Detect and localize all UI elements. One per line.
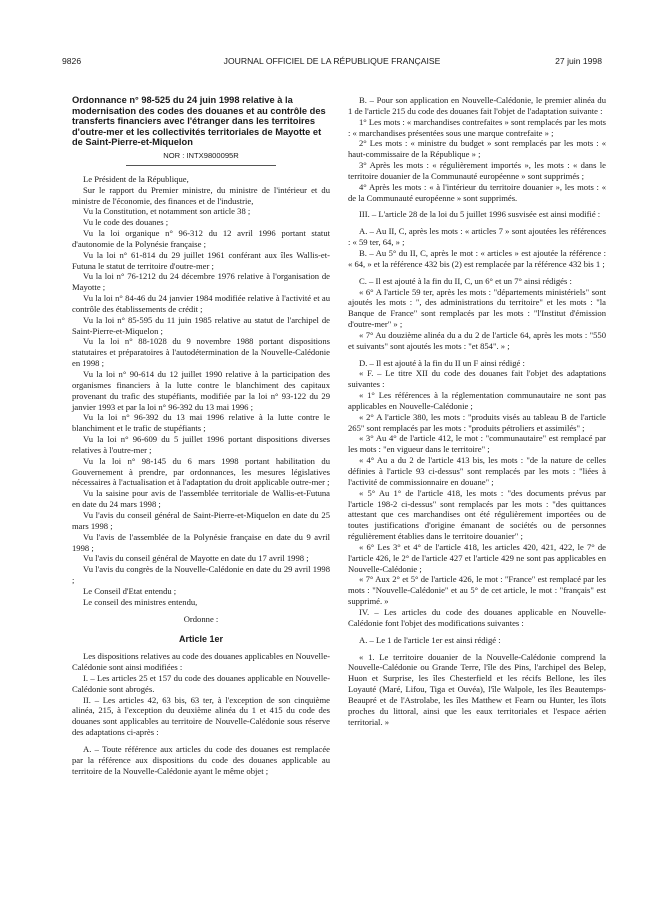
journal-title: JOURNAL OFFICIEL DE LA RÉPUBLIQUE FRANÇAISE	[223, 56, 441, 66]
right-column	[348, 95, 606, 727]
publication-date: 27 juin 1998	[555, 56, 602, 66]
article-paragraph: III. – L'article 28 de la loi du 5 juillet 1996 susvisée est ainsi modifié :	[359, 209, 601, 220]
visa-item: Le conseil des ministres entendu,	[83, 596, 198, 607]
visa-item: Vu l'avis du congrès de la Nouvelle-Calédonie en date du 29 avril 1998 ;	[72, 564, 330, 586]
article-paragraph: « 6° Les 3° et 4° de l'article 418, les articles 420, 421, 422, le 7° de l'article 426, le 2° de l'article 427 et l'article 429 ne sont pas applicables en Nouvelle-Calédonie ;	[348, 541, 606, 574]
article-paragraph: A. – Le 1 de l'article 1er est ainsi rédigé :	[359, 634, 501, 645]
ordonne-heading: Ordonne :	[183, 613, 219, 624]
article-paragraph: « 4° Au a du 2 de l'article 413 bis, les mots : "de la nature de celles définies à l'article 93 ci-dessus" sont remplacés par les mots : "liées à l'activité de commissionnaire en douane" ;	[348, 455, 606, 487]
article-paragraph: A. – Au II, C, après les mots : « articles 7 » sont ajoutées les références : « 59 ter, 64, » ;	[348, 226, 606, 248]
visa-item: Vu la loi n° 96-392 du 13 mai 1996 relative à la lutte contre le blanchiment et le trafic de stupéfiants ;	[72, 412, 330, 434]
visa-item: Vu l'avis du conseil général de Saint-Pierre-et-Miquelon en date du 25 mars 1998 ;	[72, 509, 330, 531]
preamble-president: Le Président de la République,	[83, 173, 189, 184]
article-paragraph: « 3° Au 4° de l'article 412, le mot : "communautaire" est remplacé par les mots : "en vigueur dans le territoire" ;	[348, 433, 606, 455]
article-paragraph: C. – Il est ajouté à la fin du II, C, un 6° et un 7° ainsi rédigés :	[359, 275, 572, 286]
article-paragraph: 3° Après les mots : « régulièrement importés », les mots : « dans le territoire douanier de la Communauté européenne » sont supprimés ;	[348, 160, 606, 181]
article-paragraph: B. – Pour son application en Nouvelle-Calédonie, le premier alinéa du 1 de l'article 215 du code des douanes fait l'objet de l'adaptation suivante :	[348, 95, 606, 116]
article-paragraph: « 6° A l'article 59 ter, après les mots : "départements ministériels" sont ajoutés les mots : ", des administrations du territoire" et les mots : "la Banque de France" sont remplacés par les mots : "l'Institut d'émission d'outre-mer" » ;	[348, 286, 606, 330]
ordinance-title: Ordonnance n° 98-525 du 24 juin 1998 relative à la modernisation des codes des douanes et au contrôle des transferts financiers avec l'étranger dans les territoires d'outre-mer et les collectivités territoriales de Mayotte et de Saint-Pierre-et-Miquelon	[72, 95, 326, 148]
visa-item: Vu la loi n° 85-595 du 11 juin 1985 relative au statut de l'archipel de Saint-Pierre-et-Miquelon ;	[72, 314, 330, 336]
article-paragraph: D. – Il est ajouté à la fin du II un F ainsi rédigé :	[359, 357, 525, 368]
article-paragraph: « 1. Le territoire douanier de la Nouvelle-Calédonie comprend la Nouvelle-Calédonie ou Grande Terre, l'île des Pins, l'archipel des Belep, Huon et Surprise, les îles Chesterfield et les récifs Bellone, les îles Loyauté (Maré, Lifou, Tiga et Ouvéa), l'île Walpole, les îles Beautemps-Beaupré et de l'Astrolabe, les îles Matthew et Fearn ou Hunter, les îlots proches du littoral, ainsi que les eaux territoriales et l'espace aérien territorial. »	[348, 651, 606, 727]
nor-reference: NOR : INTX9800095R	[163, 150, 239, 160]
visa-item: Vu la loi n° 61-814 du 29 juillet 1961 conférant aux îles Wallis-et-Futuna le statut de territoire d'outre-mer ;	[72, 249, 330, 271]
visa-item: Vu la loi n° 84-46 du 24 janvier 1984 modifiée relative à l'activité et au contrôle des établissements de crédit ;	[72, 293, 330, 314]
article-paragraph: B. – Au 5° du II, C, après le mot : « articles » est ajoutée la référence : « 64, » et la référence 432 bis (2) est remplacée par la référence 432 bis 1 ;	[348, 247, 606, 269]
visa-item: Vu la Constitution, et notamment son article 38 ;	[83, 206, 251, 217]
visa-item: Le Conseil d'Etat entendu ;	[83, 585, 177, 596]
article-paragraph: « F. – Le titre XII du code des douanes fait l'objet des adaptations suivantes :	[348, 368, 606, 390]
visa-item: Vu la loi n° 88-1028 du 9 novembre 1988 portant dispositions statutaires et préparatoires à l'autodétermination de la Nouvelle-Calédonie en 1998 ;	[72, 336, 330, 369]
page-number: 9826	[62, 56, 82, 66]
preamble-rapport: Sur le rapport du Premier ministre, du ministre de l'intérieur et du ministre de l'économie, des finances et de l'industrie,	[72, 184, 330, 206]
article-paragraph: II. – Les articles 42, 63 bis, 63 ter, à l'exception de son cinquième alinéa, 215, à l'exception du deuxième alinéa du 1 et 415 du code des douanes sont applicables au territoire de Nouvelle-Calédonie sous réserve des adaptations ci-après :	[72, 694, 330, 738]
article-paragraph: IV. – Les articles du code des douanes applicable en Nouvelle-Calédonie font l'objet des modifications suivantes :	[348, 606, 606, 628]
article-paragraph: A. – Toute référence aux articles du code des douanes est remplacée par la référence aux dispositions du code des douanes applicable au territoire de la Nouvelle-Calédonie ayant le même objet ;	[72, 744, 330, 776]
article-paragraph: 4° Après les mots : « à l'intérieur du territoire douanier », les mots : « de la Communauté européenne » sont supprimés.	[348, 181, 606, 203]
article-paragraph: 1° Les mots : « marchandises contrefaites » sont remplacés par les mots : « marchandises présentées sous une marque contrefaite » ;	[348, 116, 606, 138]
visa-item: Vu la loi n° 96-609 du 5 juillet 1996 portant dispositions diverses relatives à l'outre-mer ;	[72, 434, 330, 455]
title-divider	[126, 165, 276, 166]
visa-item: Vu la saisine pour avis de l'assemblée territoriale de Wallis-et-Futuna en date du 24 mars 1998 ;	[72, 488, 330, 510]
visa-item: Vu le code des douanes ;	[83, 217, 169, 228]
visa-item: Vu la loi n° 98-145 du 6 mars 1998 portant habilitation du Gouvernement à prendre, par ordonnances, les mesures législatives nécessaires à l'actualisation et à l'adaptation du droit applicable outre-mer ;	[72, 455, 330, 488]
article-paragraph: 2° Les mots : « ministre du budget » sont remplacés par les mots : « haut-commissaire de la République » ;	[348, 138, 606, 160]
visa-item: Vu la loi n° 90-614 du 12 juillet 1990 relative à la participation des organismes financiers à la lutte contre le blanchiment des capitaux provenant du trafic des stupéfiants, modifiée par la loi n° 93-122 du 29 janvier 1993 et par la loi n° 96-392 du 13 mai 1996 ;	[72, 369, 330, 412]
article-paragraph: « 2° A l'article 380, les mots : "produits visés au tableau B de l'article 265" sont remplacés par les mots : "produits pétroliers et assimilés" ;	[348, 411, 606, 433]
article-paragraph: I. – Les articles 25 et 157 du code des douanes applicable en Nouvelle-Calédonie sont abrogés.	[72, 672, 330, 694]
page-header	[62, 56, 602, 70]
article-paragraph: Les dispositions relatives au code des douanes applicables en Nouvelle-Calédonie sont ainsi modifiées :	[72, 651, 330, 673]
left-column	[72, 95, 330, 777]
article-paragraph: « 7° Au douzième alinéa du a du 2 de l'article 64, après les mots : "550 et suivants" sont ajoutés les mots : "et 854". » ;	[348, 329, 606, 351]
article-heading: Article 1er	[178, 634, 224, 645]
visa-item: Vu l'avis de l'assemblée de la Polynésie française en date du 9 avril 1998 ;	[72, 531, 330, 553]
visa-item: Vu la loi n° 76-1212 du 24 décembre 1976 relative à l'organisation de Mayotte ;	[72, 271, 330, 293]
visa-item: Vu l'avis du conseil général de Mayotte en date du 17 avril 1998 ;	[83, 553, 309, 564]
article-paragraph: « 1° Les références à la réglementation communautaire ne sont pas applicables en Nouvelle-Calédonie ;	[348, 390, 606, 411]
article-paragraph: « 7° Aux 2° et 5° de l'article 426, le mot : "France" est remplacé par les mots : "Nouvelle-Calédonie" et au 5° de cet article, le mot : "français" est supprimé. »	[348, 574, 606, 607]
visa-item: Vu la loi organique n° 96-312 du 12 avril 1996 portant statut d'autonomie de la Polynésie française ;	[72, 228, 330, 249]
article-paragraph: « 5° Au 1° de l'article 418, les mots : "des documents prévus par l'article 198-2 ci-dessus" sont remplacés par les mots : "des quittances attestant que ces marchandises ont été régulièrement importées ou de toutes justifications d'origine émanant de sociétés ou de personnes régulièrement établies dans le territoire douanier" ;	[348, 487, 606, 542]
